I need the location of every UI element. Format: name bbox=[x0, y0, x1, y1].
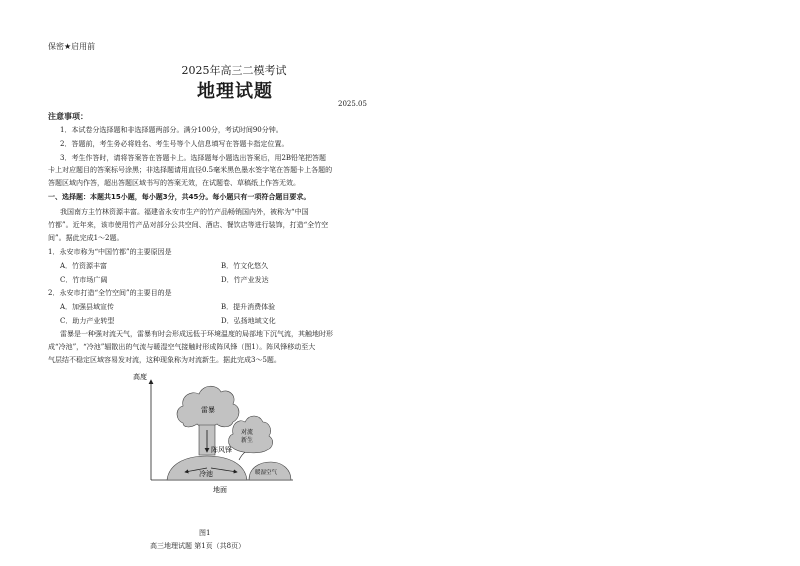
page-footer: 高三地理试题 第1页（共8页） bbox=[150, 542, 246, 550]
passage1-line2: 竹都”。近年来，该市使用竹产品对部分公共空间、酒店、餐饮店等进行装饰，打造“全竹空 bbox=[48, 221, 329, 229]
q2-option-a: A．加强县域宣传 bbox=[60, 303, 115, 311]
q2-option-b: B．提升消费体验 bbox=[221, 303, 276, 311]
note-item-3-line2: 卡上对应题目的答案标号涂黑；非选择题请用直径0.5毫米黑色墨水签字笔在答题卡上各题的 bbox=[48, 166, 333, 174]
subject-title: 地理试题 bbox=[197, 81, 273, 102]
new-convection-label-1: 对流 bbox=[241, 429, 254, 436]
note-item-3-line1: 3．考生作答时，请将答案答在答题卡上。选择题每小题选出答案后，用2B铅笔把答题 bbox=[60, 154, 327, 162]
new-convection-label-2: 新生 bbox=[241, 437, 254, 444]
q1-option-d: D．竹产业发达 bbox=[221, 276, 269, 284]
q2-option-d: D．弘扬地域文化 bbox=[221, 317, 276, 325]
note-item-2: 2．答题前，考生务必将姓名、考生号等个人信息填写在答题卡指定位置。 bbox=[60, 140, 289, 148]
exam-date: 2025.05 bbox=[338, 100, 367, 108]
passage2-line1: 雷暴是一种强对流天气，雷暴有时会形成远低于环境温度的局部地下沉气流，其触地时形 bbox=[60, 330, 333, 338]
figure-caption: 图1 bbox=[199, 529, 211, 537]
gust-front-label: 阵风锋 bbox=[211, 446, 232, 454]
note-item-1: 1．本试卷分选择题和非选择题两部分。满分100分，考试时间90分钟。 bbox=[60, 126, 283, 134]
y-axis-label: 高度 bbox=[133, 373, 147, 381]
passage2-line3: 气层结不稳定区域容易发对流，这种现象称为对流新生。据此完成3～5题。 bbox=[48, 356, 281, 364]
note-item-3-line3: 答题区域内作答，超出答题区域书写的答案无效，在试题卷、草稿纸上作答无效。 bbox=[48, 179, 300, 187]
notes-title: 注意事项： bbox=[48, 112, 88, 121]
cold-pool-label: 冷池 bbox=[199, 470, 213, 478]
q1-option-b: B．竹文化悠久 bbox=[221, 262, 269, 270]
figure-1-diagram bbox=[125, 368, 315, 526]
exam-title: 2025年高三二模考试 bbox=[181, 64, 287, 77]
q1-option-a: A．竹资源丰富 bbox=[60, 262, 108, 270]
q1-option-c: C．竹市场广阔 bbox=[60, 276, 108, 284]
q2-stem: 2．永安市打造“全竹空间”的主要目的是 bbox=[48, 289, 172, 297]
section1-heading: 一、选择题：本题共15小题，每小题3分，共45分。每小题只有一项符合题目要求。 bbox=[48, 193, 311, 201]
passage1-line3: 间”。据此完成1～2题。 bbox=[48, 234, 124, 242]
q1-stem: 1．永安市称为“中国竹都”的主要原因是 bbox=[48, 248, 172, 256]
storm-label: 雷暴 bbox=[201, 406, 215, 414]
passage1-line1: 我国南方主竹林资源丰富。福建省永安市生产的竹产品畅销国内外，被称为“中国 bbox=[60, 208, 309, 216]
confidential-label: 保密★启用前 bbox=[48, 42, 96, 51]
warm-air-label: 暖湿空气 bbox=[255, 470, 278, 476]
q2-option-c: C．助力产业转型 bbox=[60, 317, 115, 325]
ground-label: 地面 bbox=[213, 486, 227, 494]
passage2-line2: 成“冷池”，“冷池”辐散出的气流与暖湿空气接触时形成阵风锋（图1）。阵风锋移动至大 bbox=[48, 343, 316, 351]
